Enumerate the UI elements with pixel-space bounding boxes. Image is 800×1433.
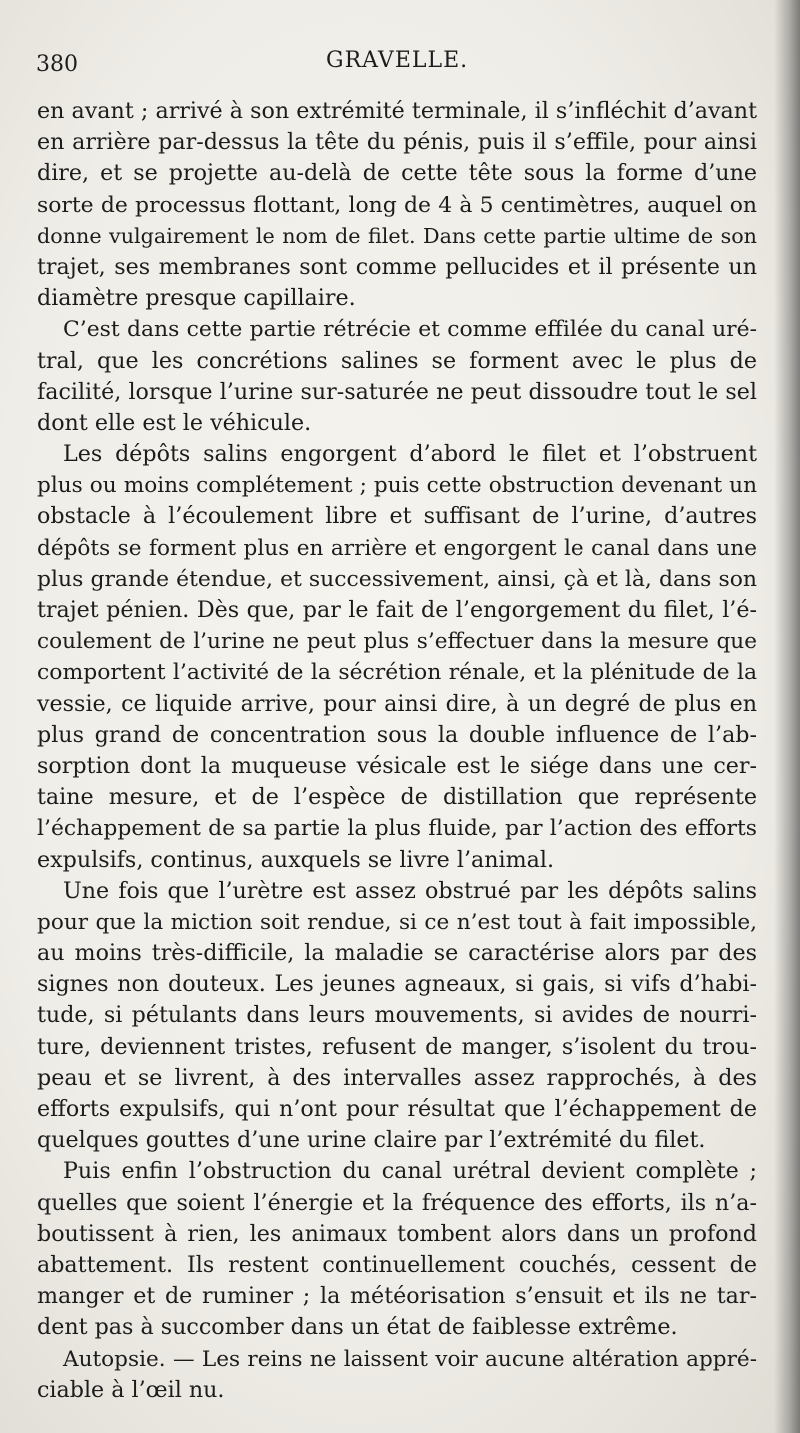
- text-line: C’est dans cette partie rétrécie et comme effilée du canal uré-: [63, 317, 757, 343]
- text-line: comportent l’activité de la sécrétion rénale, et la plénitude de la: [37, 660, 757, 686]
- text-line: tral, que les concrétions salines se forment avec le plus de: [37, 347, 757, 374]
- text-line: dont elle est le véhicule.: [37, 409, 312, 436]
- text-line: Une fois que l’urètre est assez obstrué par les dépôts salins: [63, 877, 757, 904]
- text-line: facilité, lorsque l’urine sur-saturée ne peut dissoudre tout le sel: [37, 378, 757, 405]
- text-line: efforts expulsifs, qui n’ont pour résultat que l’échappement de: [37, 1096, 757, 1122]
- text-line: sorte de processus flottant, long de 4 à 5 centimètres, auquel on: [37, 192, 757, 218]
- text-line: dire, et se projette au-delà de cette tête sous la forme d’une: [37, 160, 757, 187]
- text-line: dent pas à succomber dans un état de faiblesse extrême.: [37, 1314, 678, 1341]
- text-line: donne vulgairement le nom de filet. Dans cette partie ultime de son: [37, 223, 757, 248]
- text-line: Autopsie. — Les reins ne laissent voir aucune altération appré-: [63, 1346, 757, 1372]
- text-line: vessie, ce liquide arrive, pour ainsi dire, à un degré de plus en: [37, 690, 757, 717]
- text-line: Les dépôts salins engorgent d’abord le filet et l’obstruent: [63, 441, 757, 468]
- text-line: en avant ; arrivé à son extrémité terminale, il s’infléchit d’avant: [37, 98, 757, 124]
- text-line: l’échappement de sa partie la plus fluide, par l’action des efforts: [37, 816, 757, 842]
- text-line: coulement de l’urine ne peut plus s’effectuer dans la mesure que: [37, 629, 757, 655]
- text-line: ciable à l’œil nu.: [37, 1376, 225, 1403]
- text-line: diamètre presque capillaire.: [37, 285, 356, 312]
- text-line: dépôts se forment plus en arrière et engorgent le canal dans une: [37, 535, 757, 561]
- text-line: manger et de ruminer ; la météorisation s’ensuit et ils ne tar-: [37, 1283, 757, 1310]
- text-line: tude, si pétulants dans leurs mouvements, si avides de nourri-: [37, 1002, 757, 1029]
- text-line: quelles que soient l’énergie et la fréquence des efforts, ils n’a-: [37, 1189, 757, 1216]
- text-line: en arrière par-dessus la tête du pénis, puis il s’effile, pour ainsi: [37, 129, 757, 156]
- text-line: obstacle à l’écoulement libre et suffisant de l’urine, d’autres: [37, 503, 757, 530]
- text-line: plus grande étendue, et successivement, ainsi, çà et là, dans son: [37, 566, 757, 592]
- text-line: plus ou moins complétement ; puis cette obstruction devenant un: [37, 473, 757, 499]
- text-line: signes non douteux. Les jeunes agneaux, si gais, si vifs d’habi-: [37, 971, 757, 998]
- text-line: au moins très-difficile, la maladie se caractérise alors par des: [37, 940, 757, 967]
- text-line: expulsifs, continus, auxquels se livre l’animal.: [37, 846, 555, 873]
- page-number: 380: [36, 52, 78, 77]
- text-line: abattement. Ils restent continuellement couchés, cessent de: [37, 1251, 757, 1278]
- text-line: trajet, ses membranes sont comme pellucides et il présente un: [37, 253, 757, 280]
- text-line: trajet pénien. Dès que, par le fait de l’engorgement du filet, l’é-: [37, 597, 757, 623]
- page-edge-shadow: [774, 0, 800, 1433]
- text-line: Puis enfin l’obstruction du canal urétral devient complète ;: [63, 1158, 757, 1185]
- text-line: sorption dont la muqueuse vésicale est le siége dans une cer-: [37, 752, 757, 779]
- text-line: quelques gouttes d’une urine claire par l’extrémité du filet.: [37, 1127, 706, 1154]
- text-line: boutissent à rien, les animaux tombent alors dans un profond: [37, 1220, 757, 1247]
- text-line: taine mesure, et de l’espèce de distillation que représente: [37, 784, 757, 811]
- text-line: pour que la miction soit rendue, si ce n’est tout à fait impossible,: [37, 909, 757, 935]
- running-head: GRAVELLE.: [326, 48, 469, 73]
- text-line: peau et se livrent, à des intervalles assez rapprochés, à des: [37, 1064, 757, 1091]
- page-header: [36, 46, 756, 82]
- text-line: plus grand de concentration sous la double influence de l’ab-: [37, 721, 757, 748]
- body-text: [37, 96, 757, 1406]
- text-line: ture, deviennent tristes, refusent de manger, s’isolent du trou-: [37, 1033, 757, 1060]
